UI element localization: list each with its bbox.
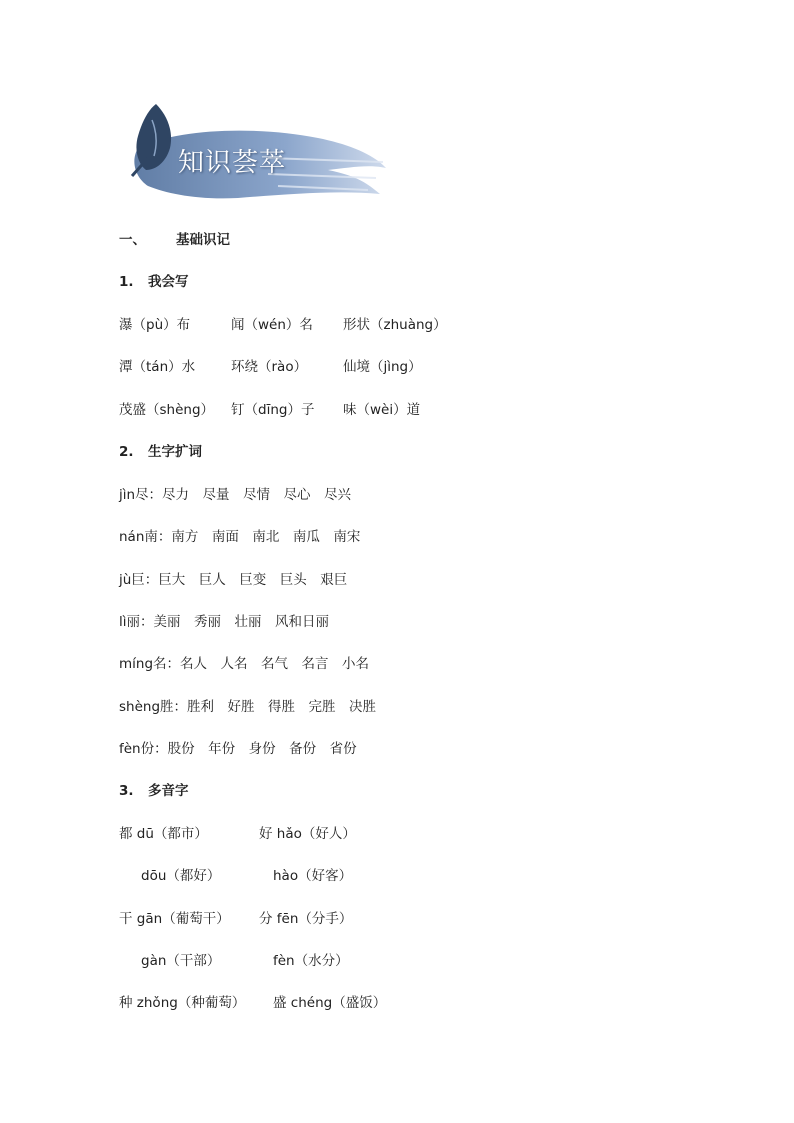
subsection-number: 1.	[119, 274, 134, 290]
section-number: 一、	[119, 232, 146, 248]
write-item: 闻（wén）名	[231, 317, 313, 333]
subsection-title: 我会写	[148, 274, 189, 290]
polyphone-item: 干 gān（葡萄干）	[119, 911, 230, 927]
polyphone-item: gàn（干部）	[141, 953, 221, 969]
write-item: 仙境（jìng）	[343, 359, 422, 375]
polyphone-item: 分 fēn（分手）	[259, 911, 353, 927]
expand-row: lì丽：美丽 秀丽 壮丽 风和日丽	[119, 614, 330, 630]
polyphone-item: 种 zhǒng（种葡萄）	[119, 995, 246, 1011]
write-item: 形状（zhuàng）	[343, 317, 447, 333]
polyphone-item: hào（好客）	[273, 868, 353, 884]
section-banner	[118, 98, 390, 210]
polyphone-item: fèn（水分）	[273, 953, 349, 969]
subsection-number: 2.	[119, 444, 134, 460]
subsection-title: 多音字	[148, 783, 189, 799]
write-item: 环绕（rào）	[231, 359, 308, 375]
write-item: 茂盛（shèng）	[119, 402, 215, 418]
banner-title: 知识荟萃	[178, 148, 287, 178]
write-item: 潭（tán）水	[119, 359, 196, 375]
ink-brush-icon	[126, 100, 186, 180]
polyphone-item: 盛 chéng（盛饭）	[273, 995, 387, 1011]
polyphone-item: dōu（都好）	[141, 868, 221, 884]
section-title: 基础识记	[176, 232, 230, 248]
write-item: 钉（dīng）子	[231, 402, 315, 418]
subsection-title: 生字扩词	[148, 444, 202, 460]
expand-row: nán南：南方 南面 南北 南瓜 南宋	[119, 529, 361, 545]
expand-row: jìn尽：尽力 尽量 尽情 尽心 尽兴	[119, 487, 352, 503]
write-item: 味（wèi）道	[343, 402, 421, 418]
subsection-number: 3.	[119, 783, 134, 799]
write-item: 瀑（pù）布	[119, 317, 191, 333]
polyphone-item: 都 dū（都市）	[119, 826, 208, 842]
polyphone-item: 好 hǎo（好人）	[259, 826, 356, 842]
expand-row: jù巨：巨大 巨人 巨变 巨头 艰巨	[119, 572, 348, 588]
expand-row: fèn份：股份 年份 身份 备份 省份	[119, 741, 357, 757]
expand-row: míng名：名人 人名 名气 名言 小名	[119, 656, 370, 672]
expand-row: shèng胜：胜利 好胜 得胜 完胜 决胜	[119, 699, 377, 715]
